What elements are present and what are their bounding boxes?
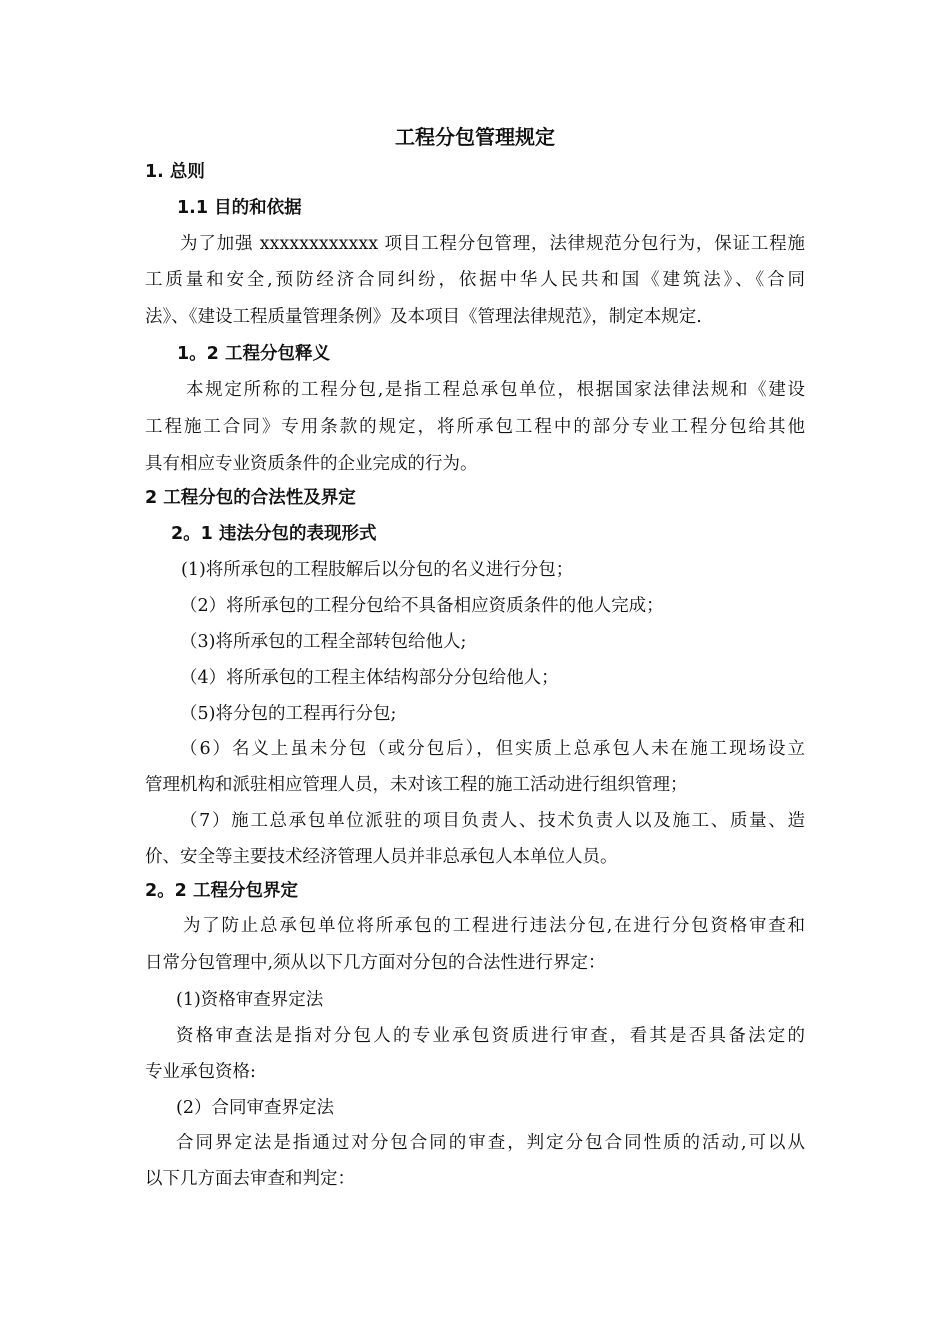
- paragraph-line: 工程施工合同》专用条款的规定，将所承包工程中的部分专业工程分包给其他: [145, 417, 805, 437]
- subheading-contract: (2）合同审查界定法: [176, 1098, 334, 1118]
- heading-legality: 2 工程分包的合法性及界定: [145, 488, 356, 508]
- paragraph-line: 具有相应专业资质条件的企业完成的行为。: [145, 454, 478, 474]
- list-item: （5)将分包的工程再行分包;: [180, 704, 397, 724]
- paragraph-line: 以下几方面去审查和判定：: [145, 1169, 355, 1189]
- list-item: （4）将所承包的工程主体结构部分分包给他人；: [180, 668, 559, 688]
- list-item-continued: 价、安全等主要技术经济管理人员并非总承包人本单位人员。: [145, 847, 618, 867]
- paragraph-line: 专业承包资格:: [145, 1062, 256, 1082]
- heading-illegal-forms: 2。1 违法分包的表现形式: [171, 524, 377, 544]
- list-item: (1)将所承包的工程肢解后以分包的名义进行分包；: [181, 560, 574, 580]
- heading-purpose: 1.1 目的和依据: [177, 198, 302, 218]
- list-item: （7）施工总承包单位派驻的项目负责人、技术负责人以及施工、质量、造: [180, 811, 805, 831]
- document-title: 工程分包管理规定: [395, 125, 555, 149]
- paragraph-line: 法》、《建设工程质量管理条例》及本项目《管理法律规范》，制定本规定.: [145, 307, 702, 327]
- paragraph-line: 资格审查法是指对分包人的专业承包资质进行审查，看其是否具备法定的: [176, 1026, 805, 1046]
- list-item: （2）将所承包的工程分包给不具备相应资质条件的他人完成；: [180, 596, 664, 616]
- subheading-qualification: (1)资格审查界定法: [176, 990, 324, 1010]
- heading-general: 1. 总则: [145, 162, 205, 182]
- paragraph-line: 合同界定法是指通过对分包合同的审查，判定分包合同性质的活动,可以从: [176, 1133, 805, 1153]
- list-item-continued: 管理机构和派驻相应管理人员，未对该工程的施工活动进行组织管理；: [145, 775, 688, 795]
- paragraph-line: 日常分包管理中,须从以下几方面对分包的合法性进行界定：: [145, 953, 606, 973]
- paragraph-line: 工质量和安全,预防经济合同纠纷，依据中华人民共和国《建筑法》、《合同: [145, 270, 805, 290]
- heading-delimitation: 2。2 工程分包界定: [145, 881, 298, 901]
- heading-definition: 1。2 工程分包释义: [177, 344, 330, 364]
- paragraph-line: 本规定所称的工程分包,是指工程总承包单位，根据国家法律法规和《建设: [186, 380, 805, 400]
- list-item: （3)将所承包的工程全部转包给他人;: [180, 632, 467, 652]
- list-item: （6）名义上虽未分包（或分包后），但实质上总承包人未在施工现场设立: [180, 739, 805, 759]
- paragraph-line: 为了加强 xxxxxxxxxxxx 项目工程分包管理，法律规范分包行为，保证工程施: [180, 234, 805, 254]
- paragraph-line: 为了防止总承包单位将所承包的工程进行违法分包,在进行分包资格审查和: [183, 916, 805, 936]
